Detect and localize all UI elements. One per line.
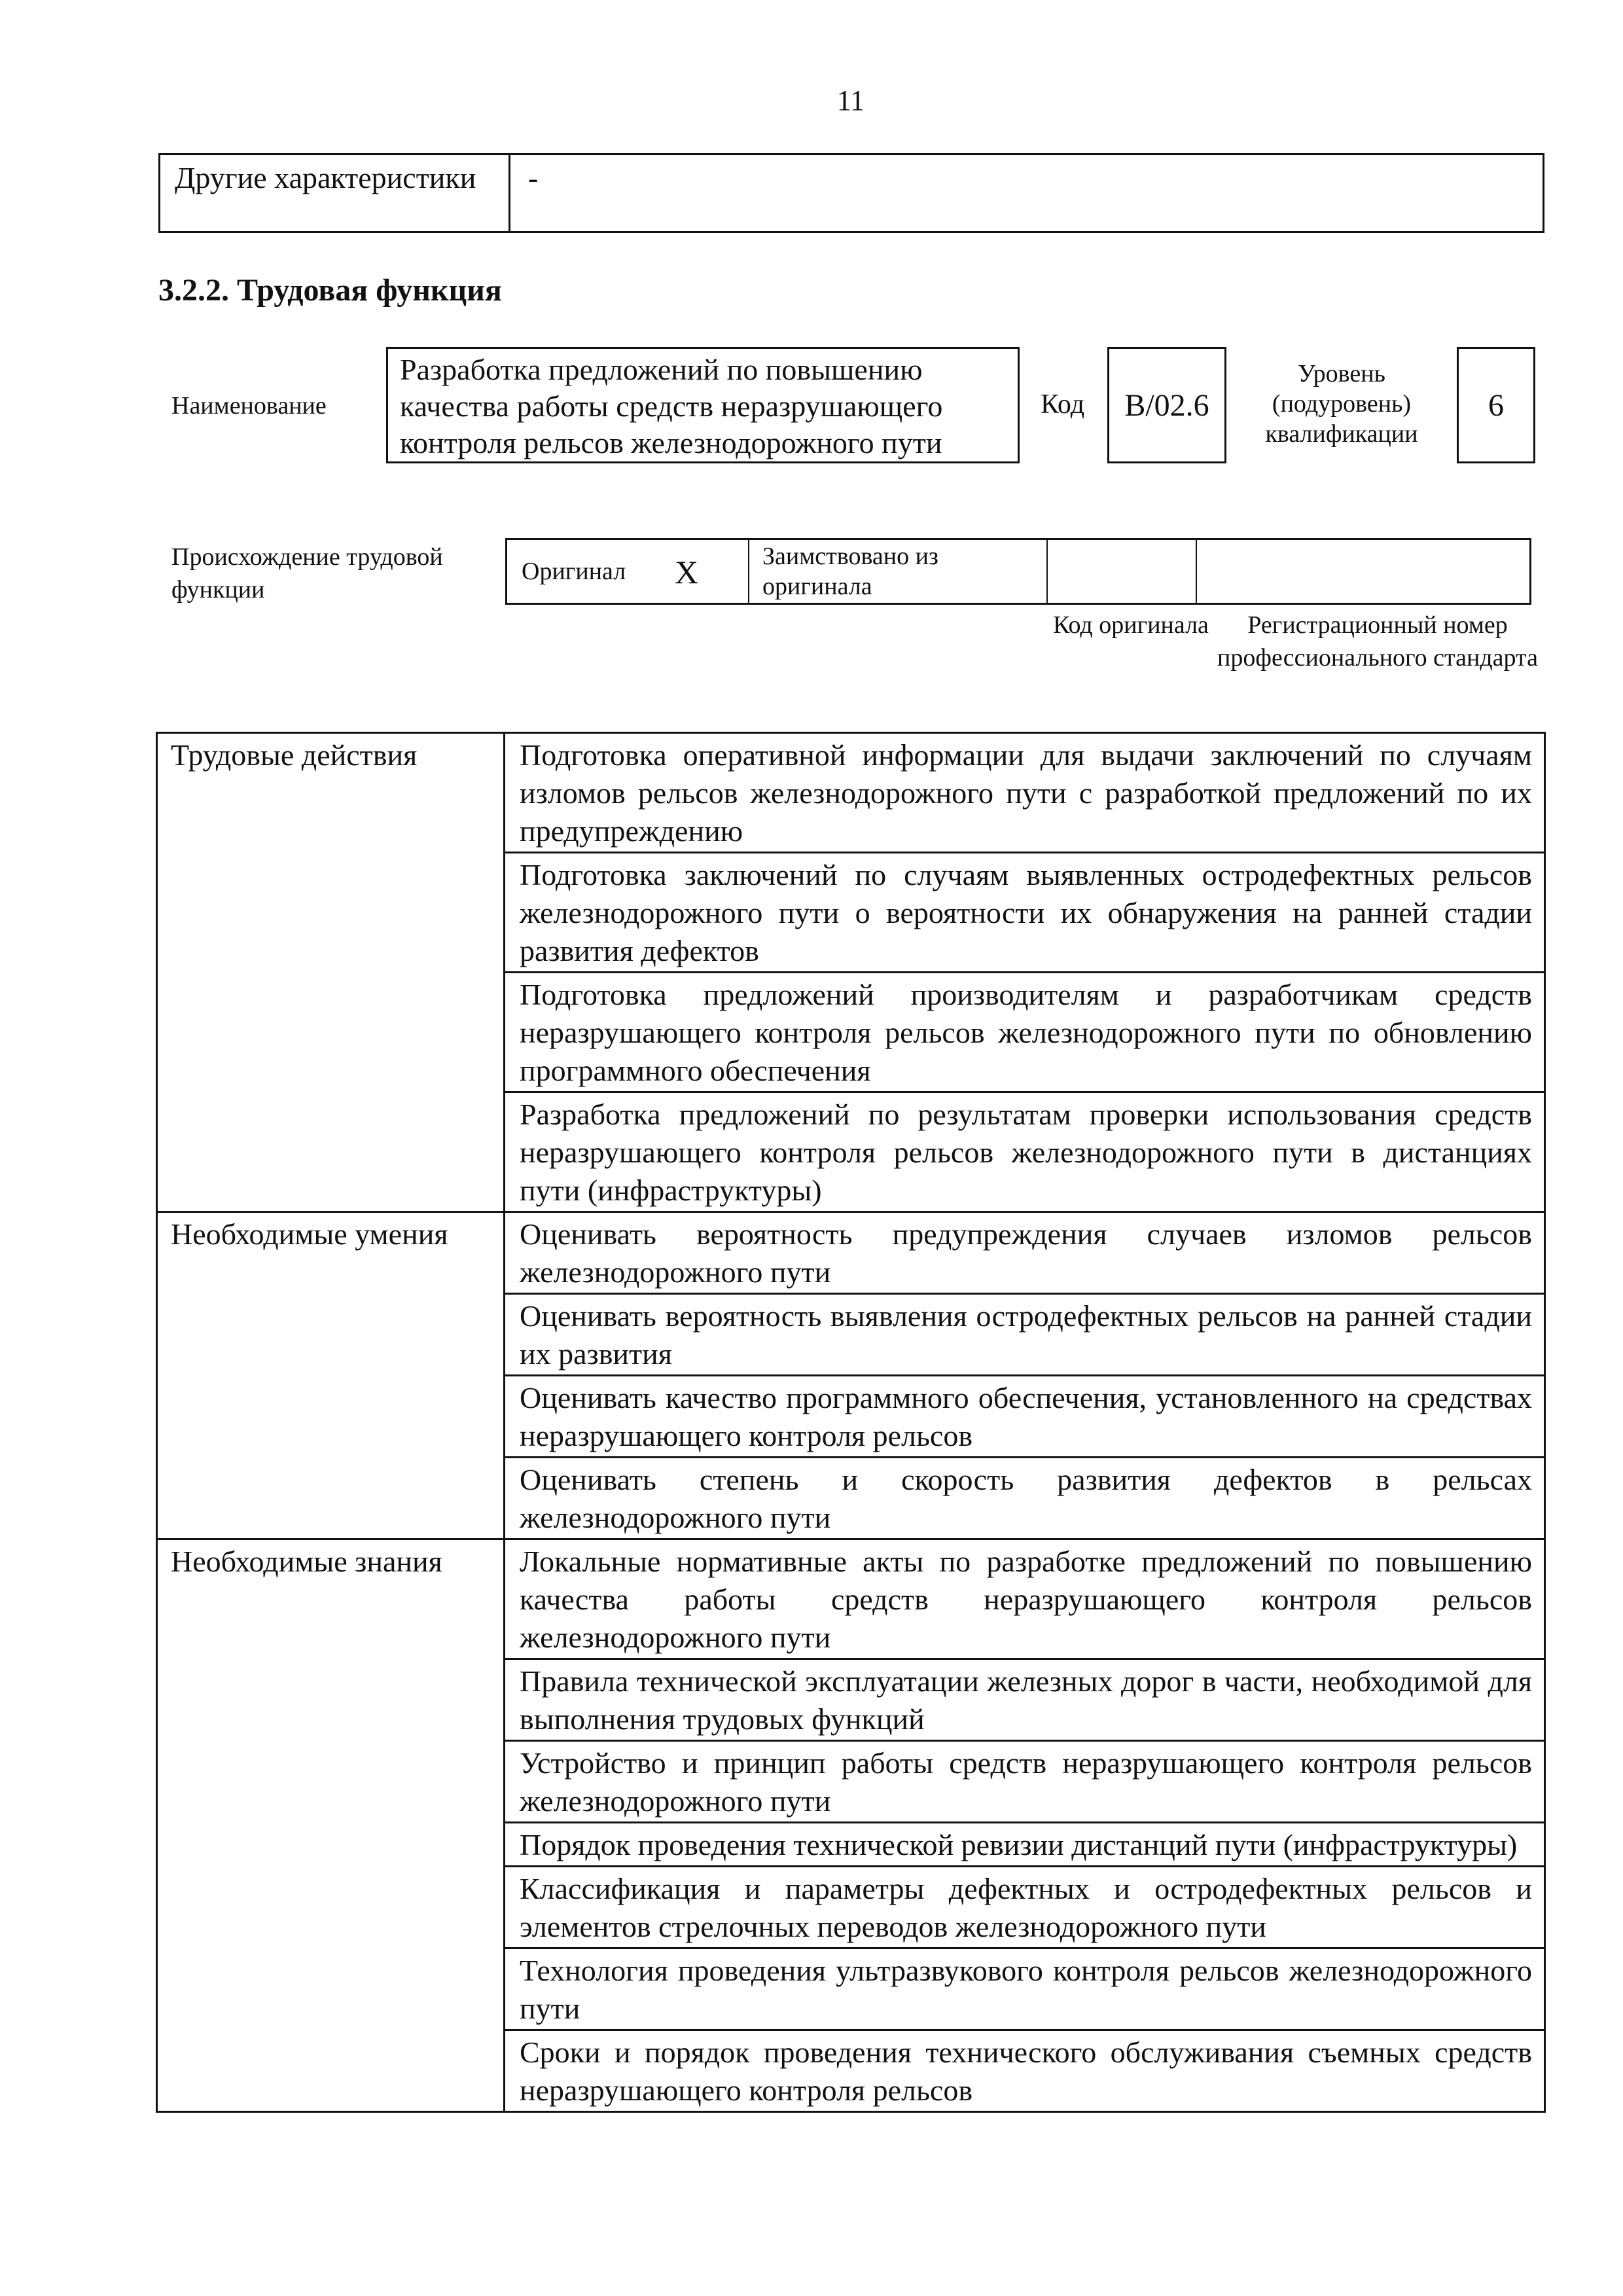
list-item: Разработка предложений по результатам проверки использования средств неразрушающего контроля рельсов железнодорожного пути в дистанциях пути (инфраструктуры) — [505, 1092, 1545, 1212]
origin-original-label: Оригинал — [522, 558, 626, 585]
origin-original-mark: X — [675, 554, 699, 590]
list-item: Оценивать вероятность предупреждения случаев изломов рельсов железнодорожного пути — [505, 1212, 1545, 1294]
origin-borrowed-label: Заимствовано из оригинала — [749, 540, 1048, 603]
other-characteristics-value: - — [528, 161, 539, 194]
table-row — [157, 1539, 1545, 1659]
qualification-level-label: Уровень (подуровень) квалификации — [1265, 360, 1418, 448]
list-item: Подготовка предложений производителям и разработчикам средств неразрушающего контроля рельсов железнодорожного пути по обновлению программного обеспечения — [505, 973, 1545, 1092]
name-label: Наименование — [171, 392, 327, 420]
list-item: Оценивать степень и скорость развития дефектов в рельсах железнодорожного пути — [505, 1458, 1545, 1539]
origin-label: Происхождение трудовой функции — [171, 543, 443, 603]
table-row — [157, 1212, 1545, 1294]
origin-table — [505, 538, 1531, 605]
list-item: Устройство и принцип работы средств неразрушающего контроля рельсов железнодорожного пути — [505, 1741, 1545, 1823]
page-number: 11 — [836, 84, 865, 117]
origin-code-caption: Код оригинала — [1053, 611, 1209, 639]
other-characteristics-table — [158, 153, 1544, 233]
list-item: Оценивать качество программного обеспечения, установленного на средствах неразрушающего контроля рельсов — [505, 1376, 1545, 1458]
function-details-table — [156, 732, 1546, 2113]
code-value: B/02.6 — [1107, 347, 1226, 463]
table-row — [157, 733, 1545, 853]
origin-reg-cell — [1197, 540, 1529, 603]
list-item: Технология проведения ультразвукового контроля рельсов железнодорожного пути — [505, 1948, 1545, 2030]
section-title-labor-actions: Трудовые действия — [157, 733, 505, 1212]
origin-original-cell — [507, 540, 749, 603]
list-item: Классификация и параметры дефектных и остродефектных рельсов и элементов стрелочных переводов железнодорожного пути — [505, 1867, 1545, 1948]
origin-reg-caption: Регистрационный номер профессионального стандарта — [1217, 611, 1538, 672]
qualification-level-value: 6 — [1457, 347, 1535, 463]
list-item: Подготовка заключений по случаям выявленных остродефектных рельсов железнодорожного пути о вероятности их обнаружения на ранней стадии развития дефектов — [505, 853, 1545, 973]
code-label: Код — [1041, 389, 1085, 420]
list-item: Порядок проведения технической ревизии дистанций пути (инфраструктуры) — [505, 1823, 1545, 1867]
section-title-knowledge: Необходимые знания — [157, 1539, 505, 2112]
origin-code-cell — [1048, 540, 1197, 603]
list-item: Локальные нормативные акты по разработке предложений по повышению качества работы средств неразрушающего контроля рельсов железнодорожного пути — [505, 1539, 1545, 1659]
other-characteristics-label: Другие характеристики — [160, 155, 510, 231]
section-title: 3.2.2. Трудовая функция — [158, 273, 502, 308]
list-item: Подготовка оперативной информации для выдачи заключений по случаям изломов рельсов железнодорожного пути с разработкой предложений по их предупреждению — [505, 733, 1545, 853]
list-item: Сроки и порядок проведения технического обслуживания съемных средств неразрушающего контроля рельсов — [505, 2030, 1545, 2112]
list-item: Оценивать вероятность выявления остродефектных рельсов на ранней стадии их развития — [505, 1294, 1545, 1376]
list-item: Правила технической эксплуатации железных дорог в части, необходимой для выполнения трудовых функций — [505, 1659, 1545, 1741]
function-name: Разработка предложений по повышению качества работы средств неразрушающего контроля рельсов железнодорожного пути — [386, 347, 1020, 463]
section-title-skills: Необходимые умения — [157, 1212, 505, 1539]
